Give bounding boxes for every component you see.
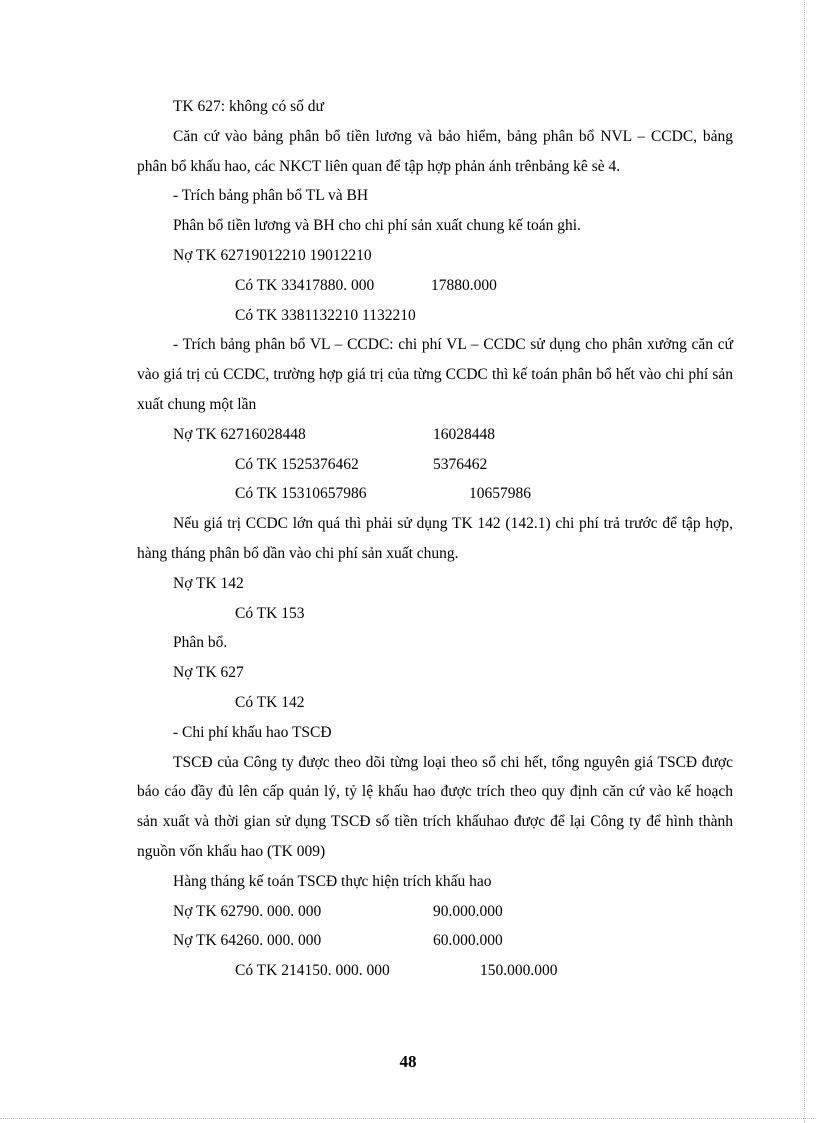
journal-entry-debit bbox=[137, 926, 733, 956]
journal-entry-debit bbox=[137, 897, 733, 927]
journal-entry-debit: Nợ TK 62719012210 19012210 bbox=[173, 246, 372, 264]
paragraph: TSCĐ của Công ty được theo dõi từng loại theo sổ chi hết, tổng nguyên giá TSCĐ được báo cáo đầy đủ lên cấp quản lý, tỷ lệ khấu hao được trích theo quy định căn cứ vào kế hoạch sản xuất và thời gian sử dụng TSCĐ số tiền trích khấuhao được để lại Công ty để hình thành nguồn vốn khấu hao (TK 009) bbox=[137, 753, 733, 860]
paragraph: Nếu giá trị CCDC lớn quá thì phải sử dụng TK 142 (142.1) chi phí trả trước để tập hợp, hàng tháng phân bổ dần vào chi phí sản xuất chung. bbox=[137, 515, 733, 562]
amount: 5376462 bbox=[433, 455, 488, 473]
account-label: Có TK 214150. 000. 000 bbox=[235, 962, 390, 980]
journal-entry-credit bbox=[137, 956, 733, 986]
document-body bbox=[137, 92, 733, 986]
account-label: Có TK 1525376462 bbox=[235, 455, 359, 473]
section-heading: - Trích bảng phân bổ TL và BH bbox=[173, 187, 369, 205]
page-number: 48 bbox=[399, 1052, 417, 1071]
amount: 16028448 bbox=[433, 425, 495, 443]
account-label: Có TK 33417880. 000 bbox=[235, 276, 375, 294]
amount: 60.000.000 bbox=[433, 932, 503, 950]
section-heading: - Chi phí khấu hao TSCĐ bbox=[173, 723, 332, 741]
account-label: Nợ TK 62716028448 bbox=[173, 425, 306, 443]
text-line: Phân bổ. bbox=[173, 634, 228, 652]
account-label: Có TK 15310657986 bbox=[235, 485, 367, 503]
journal-entry-credit bbox=[137, 479, 733, 509]
paragraph: Căn cứ vào bảng phân bổ tiền lương và bảo hiểm, bảng phân bổ NVL – CCDC, bảng phân bổ khấu hao, các NKCT liên quan để tập hợp phản ánh trênbảng kê sè 4. bbox=[137, 127, 733, 175]
amount: 17880.000 bbox=[431, 276, 497, 294]
journal-entry-credit: Có TK 153 bbox=[235, 604, 305, 622]
text-line: Phân bổ tiền lương và BH cho chi phí sản xuất chung kế toán ghi. bbox=[173, 217, 581, 235]
account-label: Nợ TK 62790. 000. 000 bbox=[173, 902, 322, 920]
page-border-bottom bbox=[0, 1118, 816, 1119]
text-line: Hàng tháng kế toán TSCĐ thực hiện trích khấu hao bbox=[173, 872, 492, 890]
amount: 10657986 bbox=[469, 485, 531, 503]
journal-entry-credit bbox=[137, 271, 733, 301]
page-border-corner bbox=[804, 1105, 805, 1123]
journal-entry-credit bbox=[137, 450, 733, 480]
amount: 150.000.000 bbox=[480, 962, 558, 980]
journal-entry-debit bbox=[137, 420, 733, 450]
journal-entry-debit: Nợ TK 142 bbox=[173, 574, 244, 592]
account-label: Nợ TK 64260. 000. 000 bbox=[173, 932, 322, 950]
paragraph: - Trích bảng phân bổ VL – CCDC: chi phí VL – CCDC sử dụng cho phân xưởng căn cứ vào giá trị củ CCDC, trường hợp giá trị của từng CCDC thì kế toán phân bổ hết vào chi phí sản xuất chung một lần bbox=[137, 336, 733, 413]
text-line: TK 627: không có số dư bbox=[173, 98, 324, 115]
page-border-right bbox=[804, 0, 805, 1105]
journal-entry-credit: Có TK 142 bbox=[235, 693, 305, 711]
journal-entry-debit: Nợ TK 627 bbox=[173, 664, 244, 682]
journal-entry-credit: Có TK 3381132210 1132210 bbox=[235, 306, 416, 324]
amount: 90.000.000 bbox=[433, 902, 503, 920]
